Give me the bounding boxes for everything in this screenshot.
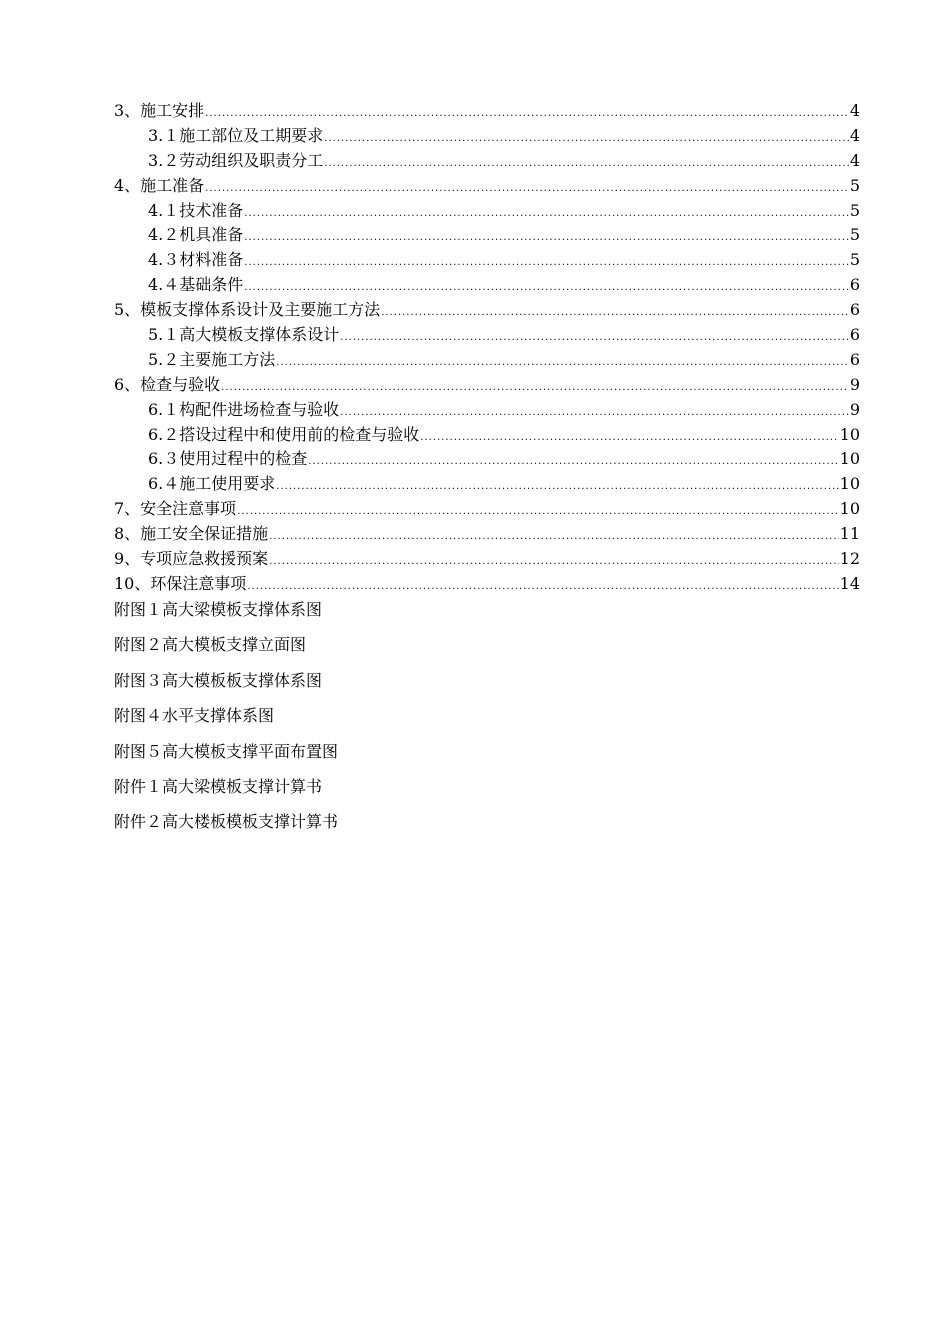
toc-entry[interactable] (114, 273, 860, 298)
toc-entry-page: 9 (849, 374, 860, 394)
toc-entry-page: 6 (849, 275, 860, 295)
toc-entry[interactable] (114, 323, 860, 348)
appendix-item: 附图１高大梁模板支撑体系图 (114, 600, 323, 619)
toc-entry-page: 4 (849, 150, 860, 170)
toc-entry-page: 5 (849, 250, 860, 270)
toc-entry[interactable] (114, 497, 860, 522)
toc-entry[interactable] (114, 423, 860, 448)
toc-entry[interactable] (114, 348, 860, 373)
toc-entry[interactable] (114, 124, 860, 149)
toc-dot-leader (244, 202, 849, 227)
toc-entry-label: 6.１构配件进场检查与验收 (148, 399, 340, 419)
toc-dot-leader (340, 326, 849, 351)
toc-entry[interactable] (114, 572, 860, 597)
toc-dot-leader (276, 475, 838, 500)
toc-dot-leader (381, 301, 849, 326)
toc-entry-page: 10 (839, 424, 860, 444)
toc-dot-leader (205, 177, 849, 202)
toc-entry[interactable] (114, 522, 860, 547)
toc-entry-label: 4.１技术准备 (148, 200, 244, 220)
toc-entry-label: 4、施工准备 (114, 175, 205, 195)
toc-entry-label: 6.４施工使用要求 (148, 474, 276, 494)
appendix-item: 附图５高大模板支撑平面布置图 (114, 741, 339, 761)
appendix-item: 附图２高大模板支撑立面图 (114, 635, 307, 655)
table-of-contents (114, 99, 860, 597)
toc-entry-label: 10、环保注意事项 (114, 573, 247, 593)
appendix-item: 附图３高大模板板支撑体系图 (114, 670, 323, 690)
toc-entry-page: 11 (839, 524, 860, 544)
toc-dot-leader (244, 251, 849, 276)
toc-entry[interactable] (114, 547, 860, 572)
toc-entry-page: 4 (849, 101, 860, 120)
toc-entry-label: 5.２主要施工方法 (148, 349, 276, 369)
toc-entry-label: 6.２搭设过程中和使用前的检查与验收 (148, 424, 420, 444)
toc-entry[interactable] (114, 298, 860, 323)
toc-dot-leader (420, 426, 838, 451)
toc-entry-label: 4.３材料准备 (148, 250, 244, 270)
toc-entry-page: 10 (839, 474, 860, 494)
toc-entry[interactable] (114, 174, 860, 199)
toc-entry-page: 6 (849, 300, 860, 320)
toc-dot-leader (324, 152, 849, 177)
appendix-list (114, 596, 860, 844)
toc-entry-page: 14 (839, 573, 860, 593)
toc-entry[interactable] (114, 149, 860, 174)
toc-dot-leader (324, 127, 849, 152)
toc-entry-label: 5.１高大模板支撑体系设计 (148, 325, 340, 345)
toc-entry-page: 6 (849, 325, 860, 345)
toc-entry-page: 6 (849, 349, 860, 369)
toc-entry-label: 6.３使用过程中的检查 (148, 449, 308, 469)
toc-dot-leader (276, 351, 849, 376)
toc-dot-leader (269, 550, 838, 575)
toc-dot-leader (308, 450, 838, 475)
toc-dot-leader (244, 226, 849, 251)
toc-entry-page: 5 (849, 175, 860, 195)
appendix-item: 附件１高大梁模板支撑计算书 (114, 776, 323, 796)
appendix-item: 附图４水平支撑体系图 (114, 706, 275, 726)
toc-entry[interactable] (114, 398, 860, 423)
toc-entry-label: 4.４基础条件 (148, 275, 244, 295)
toc-entry-label: 4.２机具准备 (148, 225, 244, 245)
toc-entry[interactable] (114, 472, 860, 497)
toc-entry-page: 10 (839, 449, 860, 469)
toc-entry-label: 9、专项应急救援预案 (114, 549, 269, 569)
toc-dot-leader (269, 525, 838, 550)
toc-dot-leader (237, 500, 838, 525)
toc-entry-page: 12 (839, 549, 860, 569)
toc-entry[interactable] (114, 223, 860, 248)
toc-entry[interactable] (114, 99, 860, 124)
toc-entry-label: 3.２劳动组织及职责分工 (148, 150, 324, 170)
appendix-item: 附件２高大楼板模板支撑计算书 (114, 812, 339, 832)
toc-entry[interactable] (114, 447, 860, 472)
toc-entry-page: 5 (849, 200, 860, 220)
toc-entry-label: 8、施工安全保证措施 (114, 524, 269, 544)
toc-entry[interactable] (114, 373, 860, 398)
toc-entry-label: 3.１施工部位及工期要求 (148, 125, 324, 145)
toc-entry-page: 9 (849, 399, 860, 419)
toc-entry-label: 7、安全注意事项 (114, 499, 237, 519)
toc-entry-page: 5 (849, 225, 860, 245)
toc-entry-page: 10 (839, 499, 860, 519)
toc-entry[interactable] (114, 248, 860, 273)
toc-entry[interactable] (114, 199, 860, 224)
toc-entry-page: 4 (849, 125, 860, 145)
toc-entry-label: 6、检查与验收 (114, 374, 221, 394)
toc-entry-label: 3、施工安排 (114, 101, 205, 120)
toc-entry-label: 5、模板支撑体系设计及主要施工方法 (114, 300, 381, 320)
